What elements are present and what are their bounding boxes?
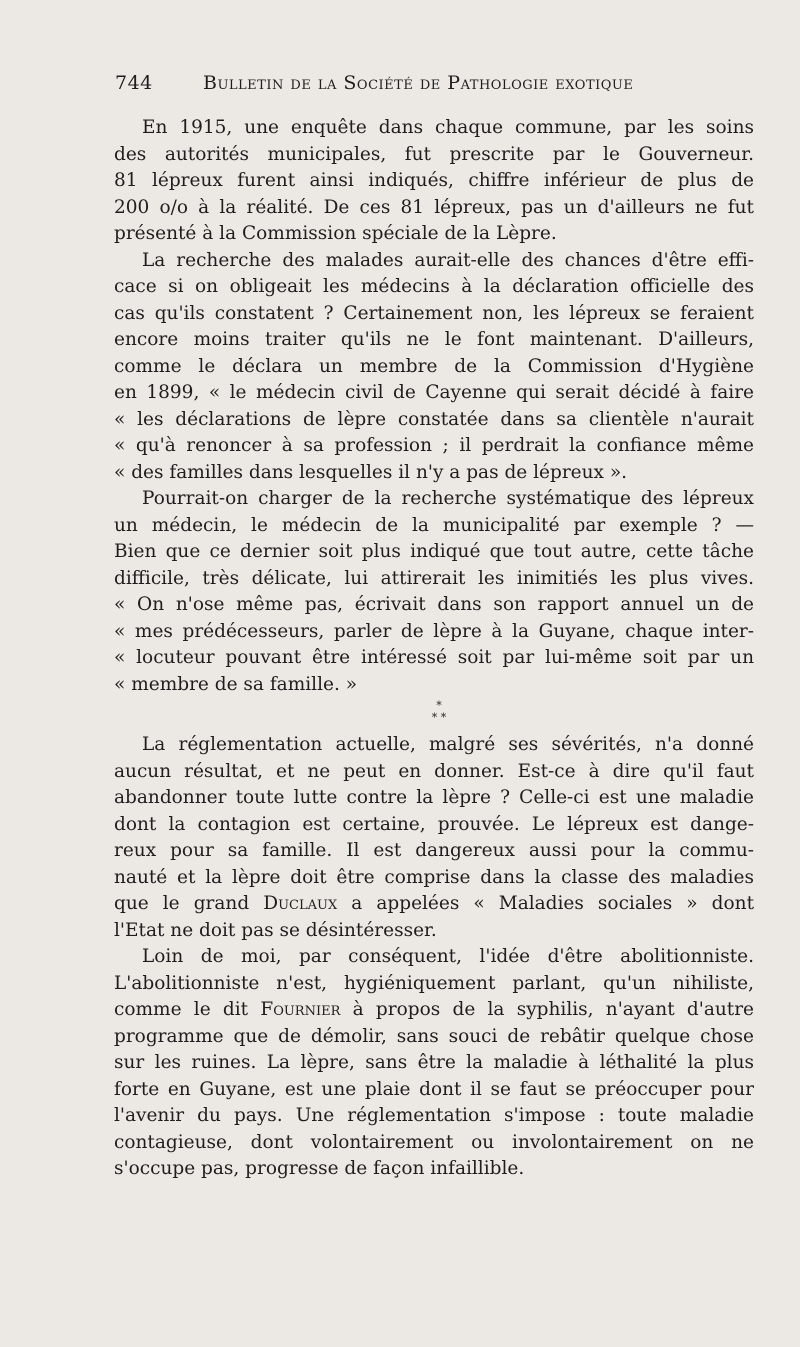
text-line: comme le déclara un membre de la Commission d'Hygiène [114, 355, 754, 377]
text-line: La recherche des malades aurait-elle des chances d'être effi- [142, 249, 754, 271]
text-line: L'abolitionniste n'est, hygiéniquement parlant, qu'un nihiliste, [114, 972, 754, 994]
text-line: « membre de sa famille. » [114, 673, 358, 695]
text-line: s'occupe pas, progresse de façon infaillible. [114, 1158, 525, 1179]
text-line: « On n'ose même pas, écrivait dans son rapport annuel un de [114, 594, 754, 615]
text-line: « mes prédécesseurs, parler de lèpre à la Guyane, chaque inter- [114, 620, 754, 642]
text-line: « des familles dans lesquelles il n'y a pas de lépreux ». [114, 461, 628, 483]
text-line: un médecin, le médecin de la municipalité par exemple ? — [114, 514, 754, 536]
text-line: en 1899, « le médecin civil de Cayenne qui serait décidé à faire [114, 382, 754, 403]
section-break-top: * [436, 699, 442, 712]
text-line: sur les ruines. La lèpre, sans être la maladie à léthalité la plus [114, 1052, 754, 1073]
author-name-duclaux: Duclaux [263, 893, 338, 914]
text-line: cas qu'ils constatent ? Certainement non, les lépreux se feraient [114, 302, 754, 324]
text-line: dont la contagion est certaine, prouvée. Le lépreux est dange- [114, 813, 754, 835]
text-line: 81 lépreux furent ainsi indiqués, chiffre inférieur de plus de [114, 170, 754, 191]
text-line: contagieuse, dont volontairement ou involontairement on ne [114, 1131, 754, 1153]
author-name-fournier: Fournier [260, 999, 341, 1020]
section-break [114, 700, 754, 724]
text-line: Bien que ce dernier soit plus indiqué que tout autre, cette tâche [114, 541, 754, 562]
text-line: des autorités municipales, fut prescrite par le Gouverneur. [114, 143, 754, 165]
text-line: l'Etat ne doit pas se désintéresser. [114, 919, 437, 941]
text-line: forte en Guyane, est une plaie dont il se faut se préoccuper pour [114, 1078, 754, 1100]
text-line: abandonner toute lutte contre la lèpre ? Celle-ci est une maladie [114, 787, 754, 808]
text-line: l'avenir du pays. Une réglementation s'impose : toute maladie [114, 1105, 754, 1126]
text-line: En 1915, une enquête dans chaque commune, par les soins [142, 117, 754, 138]
text-line: cace si on obligeait les médecins à la déclaration officielle des [114, 276, 754, 297]
text-line: nauté et la lèpre doit être comprise dans la classe des maladies [114, 866, 754, 888]
article-body [114, 115, 754, 1183]
text-run: comme le dit [114, 999, 261, 1020]
text-line: « les déclarations de lèpre constatée dans sa clientèle n'aurait [114, 408, 754, 430]
text-run: que le grand [114, 893, 264, 914]
text-line: reux pour sa famille. Il est dangereux aussi pour la commu- [114, 840, 754, 861]
page-number: 744 [115, 72, 153, 94]
text-line: « locuteur pouvant être intéressé soit par lui-même soit par un [114, 647, 754, 668]
text-line: encore moins traiter qu'ils ne le font maintenant. D'ailleurs, [114, 329, 754, 350]
text-line: difficile, très délicate, lui attirerait les inimitiés les plus vives. [114, 567, 754, 589]
text-line [114, 997, 754, 1024]
text-line: Loin de moi, par conséquent, l'idée d'être abolitionniste. [142, 946, 754, 967]
text-line: présenté à la Commission spéciale de la Lèpre. [114, 223, 557, 244]
text-line: La réglementation actuelle, malgré ses sévérités, n'a donné [142, 734, 754, 755]
section-break-bottom: * * [431, 711, 447, 724]
text-run: a appelées « Maladies sociales » dont [337, 893, 754, 914]
text-line: aucun résultat, et ne peut en donner. Est-ce à dire qu'il faut [114, 760, 754, 782]
text-line: 200 o/o à la réalité. De ces 81 lépreux, pas un d'ailleurs ne fut [114, 196, 754, 218]
text-line: Pourrait-on charger de la recherche systématique des lépreux [142, 488, 754, 509]
text-run: à propos de la syphilis, n'ayant d'autre [340, 999, 755, 1020]
text-line: « qu'à renoncer à sa profession ; il perdrait la confiance même [114, 435, 754, 456]
running-title: Bulletin de la Société de Pathologie exotique [203, 72, 634, 94]
text-line: programme que de démolir, sans souci de rebâtir quelque chose [114, 1025, 754, 1047]
text-line [114, 891, 754, 918]
